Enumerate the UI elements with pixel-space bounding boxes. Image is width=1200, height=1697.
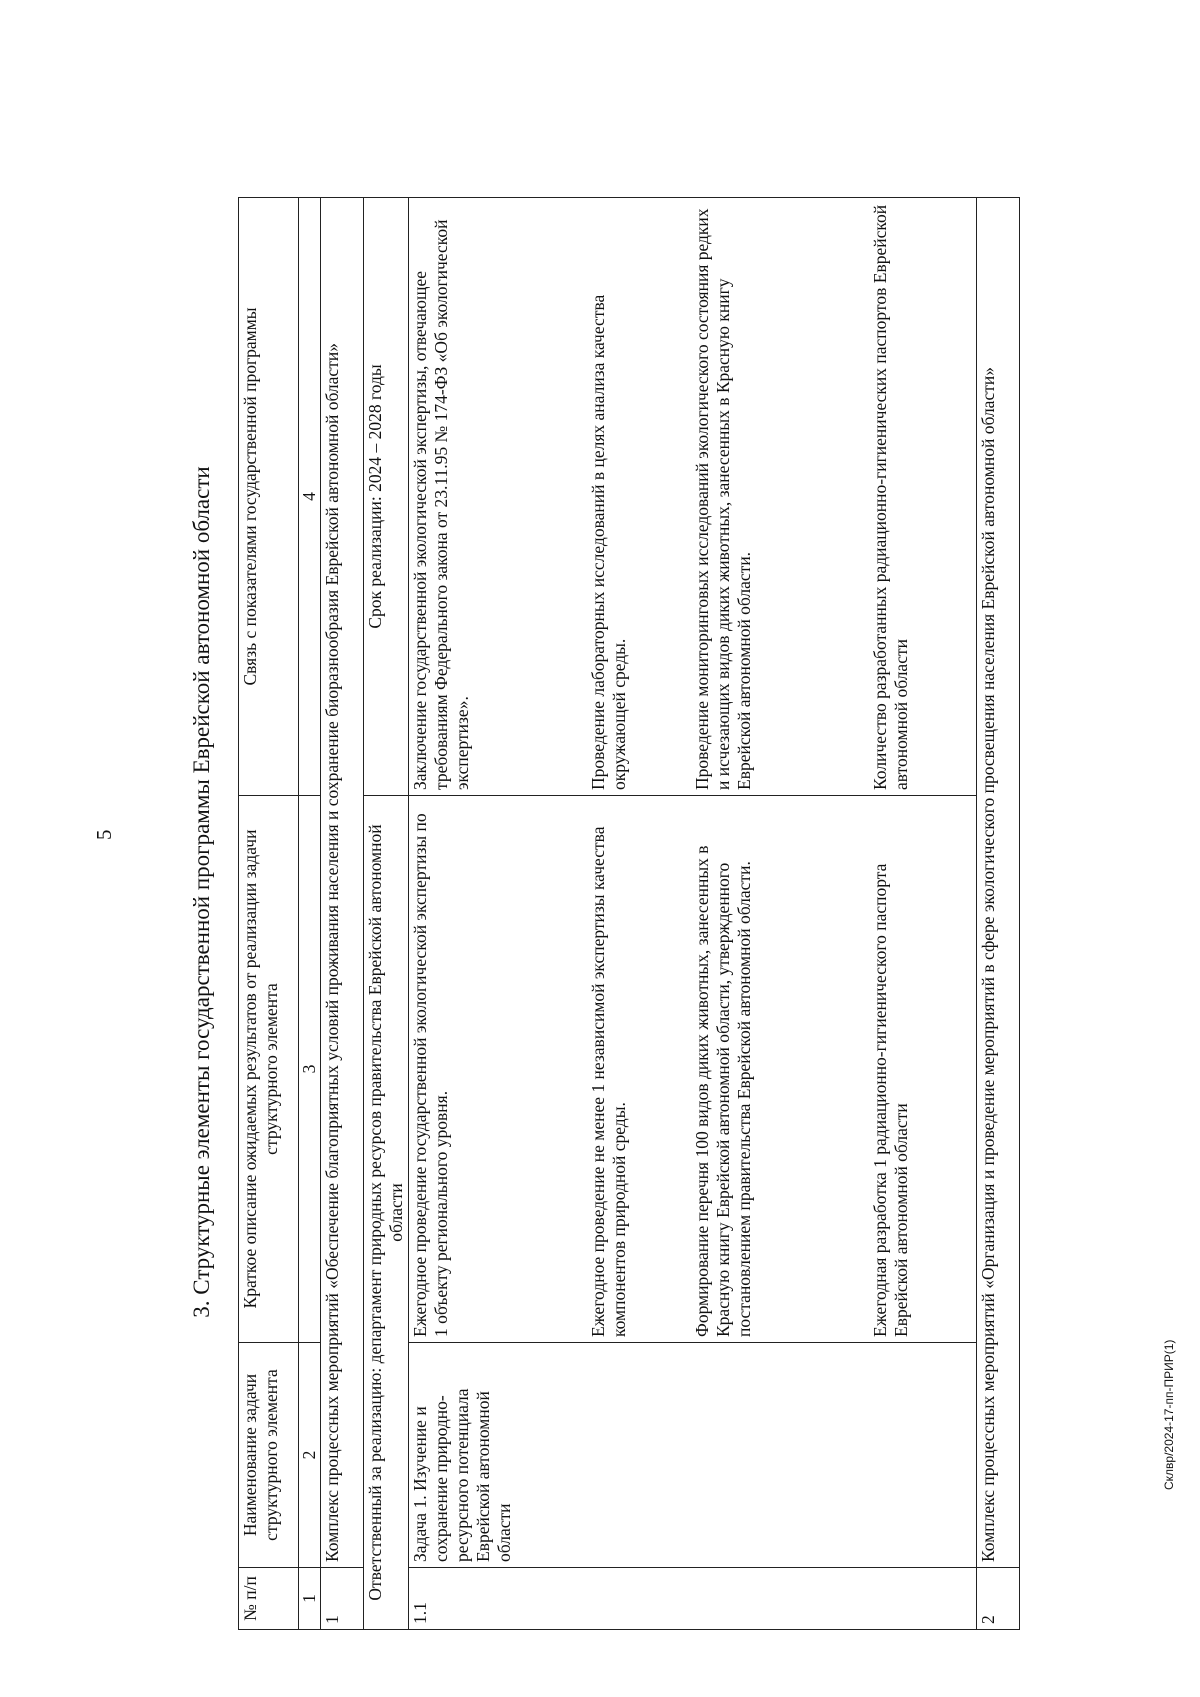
result-item: Ежегодное проведение государственной экологической экспертизы по 1 объекту регионального уровня. — [410, 813, 451, 1337]
column-number-row — [299, 198, 321, 1630]
column-number: 3 — [299, 796, 321, 1343]
section-1-period: Срок реализации: 2024 – 2028 годы — [364, 198, 409, 796]
column-number: 4 — [299, 198, 321, 796]
section-2-title: Комплекс процессных мероприятий «Организация и проведение мероприятий в сфере экологического просвещения населения Еврейской автономной области» — [977, 198, 1020, 1568]
structural-elements-table-wrapper — [238, 198, 1076, 1630]
row-1-1-indicators — [409, 198, 977, 796]
table-header-row — [239, 198, 299, 1630]
section-2-number: 2 — [977, 1568, 1020, 1630]
header-results: Краткое описание ожидаемых результатов от реализации задачи структурного элемента — [239, 796, 299, 1343]
table-row-1-1 — [409, 198, 977, 1630]
result-item: Ежегодная разработка 1 радиационно-гигиенического паспорта Еврейской автономной области — [870, 863, 911, 1337]
section-1-row — [321, 198, 364, 1630]
section-1-number: 1 — [321, 1568, 364, 1630]
header-number: № п/п — [239, 1568, 299, 1630]
page-number: 5 — [92, 829, 116, 840]
column-number: 1 — [299, 1568, 321, 1630]
section-1-responsible: Ответственный за реализацию: департамент природных ресурсов правительства Еврейской автономной области — [364, 796, 409, 1630]
header-task-name: Наименование задачи структурного элемента — [239, 1343, 299, 1568]
rotated-page-content — [186, 132, 1076, 1652]
structural-elements-table — [238, 197, 1020, 1630]
column-number: 2 — [299, 1343, 321, 1568]
indicator-item: Проведение лабораторных исследований в целях анализа качества окружающей среды. — [588, 294, 629, 790]
indicator-item: Заключение государственной экологической экспертизы, отвечающее требованиям Федерального закона от 23.11.95 № 174-ФЗ «Об экологической экспертизе». — [410, 219, 472, 790]
result-item: Формирование перечня 100 видов диких животных, занесенных в Красную книгу Еврейской автономной области, утвержденного постановлением правительства Еврейской автономной области. — [692, 845, 754, 1337]
document-code: Склвр/2024-17-пп-ПРИР(1) — [1162, 1339, 1176, 1490]
row-1-1-results — [409, 796, 977, 1343]
section-1-meta-row — [364, 198, 409, 1630]
page-title: 3. Структурные элементы государственной программы Еврейской автономной области — [189, 466, 214, 1318]
section-2-row — [977, 198, 1020, 1630]
header-indicators: Связь с показателями государственной программы — [239, 198, 299, 796]
indicator-item: Количество разработанных радиационно-гигиенических паспортов Еврейской автономной области — [870, 204, 911, 790]
row-1-1-task: Задача 1. Изучение и сохранение природно-ресурсного потенциала Еврейской автономной области — [409, 1343, 977, 1568]
row-1-1-number: 1.1 — [409, 1568, 977, 1630]
indicator-item: Проведение мониторинговых исследований экологического состояния редких и исчезающих видов диких животных, занесенных в Красную книгу Еврейской автономной области. — [692, 208, 754, 790]
result-item: Ежегодное проведение не менее 1 независимой экспертизы качества компонентов природной среды. — [588, 826, 629, 1337]
section-1-title: Комплекс процессных мероприятий «Обеспечение благоприятных условий проживания населения и сохранение биоразнообразия Еврейской автономной области» — [321, 198, 364, 1568]
